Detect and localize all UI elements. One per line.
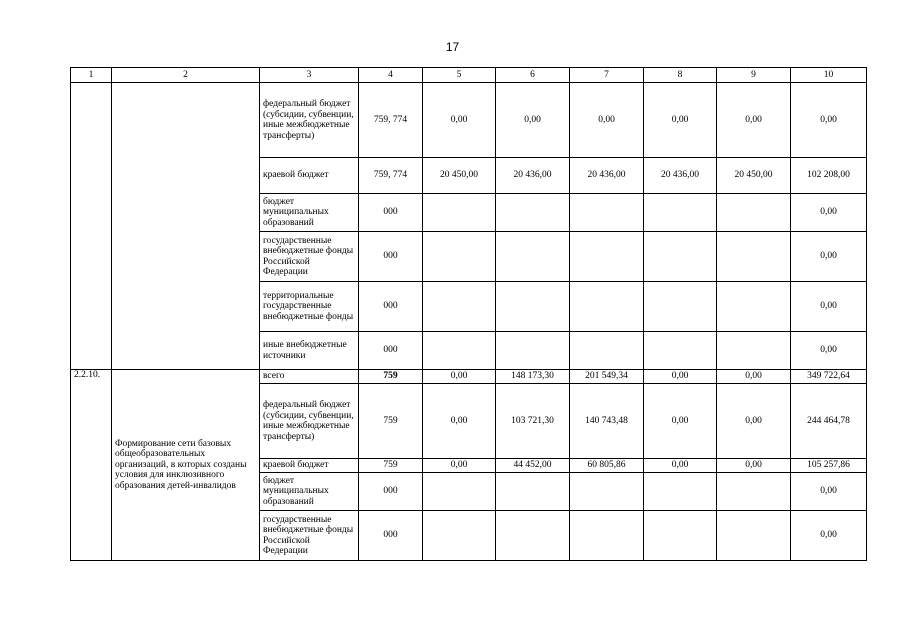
total-cell: 349 722,64 xyxy=(791,370,867,384)
value-cell: 0,00 xyxy=(423,384,496,459)
value-cell xyxy=(423,332,496,370)
funding-source-cell: краевой бюджет xyxy=(260,459,359,473)
item-number-cell xyxy=(71,83,112,370)
value-cell: 0,00 xyxy=(717,370,791,384)
total-cell: 102 208,00 xyxy=(791,158,867,194)
code-cell: 000 xyxy=(359,511,423,561)
value-cell: 103 721,30 xyxy=(496,384,570,459)
code-cell: 759 xyxy=(359,459,423,473)
value-cell xyxy=(423,282,496,332)
total-cell: 0,00 xyxy=(791,511,867,561)
value-cell: 0,00 xyxy=(570,83,644,158)
header-row xyxy=(71,68,867,83)
value-cell xyxy=(717,282,791,332)
value-cell: 140 743,48 xyxy=(570,384,644,459)
value-cell: 0,00 xyxy=(644,384,717,459)
column-header: 4 xyxy=(359,68,423,83)
value-cell: 0,00 xyxy=(644,83,717,158)
value-cell xyxy=(644,473,717,511)
budget-table xyxy=(70,67,867,561)
value-cell xyxy=(644,282,717,332)
value-cell xyxy=(423,194,496,232)
value-cell xyxy=(496,194,570,232)
table-row xyxy=(71,83,867,158)
total-cell: 0,00 xyxy=(791,194,867,232)
funding-source-cell: краевой бюджет xyxy=(260,158,359,194)
code-cell: 000 xyxy=(359,332,423,370)
value-cell xyxy=(717,332,791,370)
value-cell xyxy=(570,473,644,511)
value-cell xyxy=(570,232,644,282)
column-header: 5 xyxy=(423,68,496,83)
value-cell: 0,00 xyxy=(423,370,496,384)
value-cell xyxy=(423,232,496,282)
code-cell: 759 xyxy=(359,370,423,384)
column-header: 2 xyxy=(112,68,260,83)
value-cell: 0,00 xyxy=(717,459,791,473)
value-cell xyxy=(496,511,570,561)
value-cell xyxy=(496,232,570,282)
funding-source-cell: государственные внебюджетные фонды Российской Федерации xyxy=(260,511,359,561)
column-header: 10 xyxy=(791,68,867,83)
funding-source-cell: государственные внебюджетные фонды Российской Федерации xyxy=(260,232,359,282)
column-header: 3 xyxy=(260,68,359,83)
code-cell: 000 xyxy=(359,282,423,332)
column-header: 9 xyxy=(717,68,791,83)
code-cell: 759, 774 xyxy=(359,83,423,158)
value-cell xyxy=(644,511,717,561)
value-cell xyxy=(570,332,644,370)
value-cell xyxy=(423,511,496,561)
value-cell: 0,00 xyxy=(423,459,496,473)
funding-source-cell: иные внебюджетные источники xyxy=(260,332,359,370)
item-title-cell: Формирование сети базовых общеобразовательных организаций, в которых созданы условия для инклюзивного образования детей-инвалидов xyxy=(112,370,260,561)
value-cell: 0,00 xyxy=(717,83,791,158)
item-number-cell: 2.2.10. xyxy=(71,370,112,561)
value-cell: 20 450,00 xyxy=(717,158,791,194)
value-cell: 0,00 xyxy=(496,83,570,158)
value-cell xyxy=(570,511,644,561)
value-cell xyxy=(717,511,791,561)
value-cell: 20 450,00 xyxy=(423,158,496,194)
value-cell: 44 452,00 xyxy=(496,459,570,473)
funding-source-cell: всего xyxy=(260,370,359,384)
funding-source-cell: федеральный бюджет (субсидии, субвенции, иные межбюджетные трансферты) xyxy=(260,384,359,459)
value-cell: 60 805,86 xyxy=(570,459,644,473)
value-cell: 20 436,00 xyxy=(644,158,717,194)
total-cell: 0,00 xyxy=(791,473,867,511)
funding-source-cell: бюджет муниципальных образований xyxy=(260,473,359,511)
column-header: 6 xyxy=(496,68,570,83)
value-cell: 0,00 xyxy=(644,370,717,384)
value-cell: 0,00 xyxy=(717,384,791,459)
funding-source-cell: федеральный бюджет (субсидии, субвенции, иные межбюджетные трансферты) xyxy=(260,83,359,158)
value-cell xyxy=(717,232,791,282)
total-cell: 0,00 xyxy=(791,83,867,158)
value-cell: 201 549,34 xyxy=(570,370,644,384)
value-cell: 20 436,00 xyxy=(496,158,570,194)
column-header: 7 xyxy=(570,68,644,83)
page-number: 17 xyxy=(445,40,460,54)
total-cell: 0,00 xyxy=(791,332,867,370)
item-title-cell xyxy=(112,83,260,370)
total-cell: 244 464,78 xyxy=(791,384,867,459)
funding-source-cell: территориальные государственные внебюджетные фонды xyxy=(260,282,359,332)
column-header: 8 xyxy=(644,68,717,83)
column-header: 1 xyxy=(71,68,112,83)
value-cell xyxy=(570,282,644,332)
funding-source-cell: бюджет муниципальных образований xyxy=(260,194,359,232)
code-cell: 759 xyxy=(359,384,423,459)
table-row xyxy=(71,370,867,384)
value-cell xyxy=(644,194,717,232)
total-cell: 0,00 xyxy=(791,282,867,332)
value-cell xyxy=(496,332,570,370)
value-cell: 148 173,30 xyxy=(496,370,570,384)
value-cell xyxy=(717,194,791,232)
value-cell xyxy=(717,473,791,511)
value-cell: 20 436,00 xyxy=(570,158,644,194)
code-cell: 000 xyxy=(359,232,423,282)
code-cell: 000 xyxy=(359,473,423,511)
value-cell xyxy=(423,473,496,511)
value-cell xyxy=(496,473,570,511)
value-cell: 0,00 xyxy=(423,83,496,158)
value-cell xyxy=(644,332,717,370)
value-cell xyxy=(644,232,717,282)
total-cell: 0,00 xyxy=(791,232,867,282)
total-cell: 105 257,86 xyxy=(791,459,867,473)
code-cell: 000 xyxy=(359,194,423,232)
code-cell: 759, 774 xyxy=(359,158,423,194)
value-cell: 0,00 xyxy=(644,459,717,473)
value-cell xyxy=(496,282,570,332)
value-cell xyxy=(570,194,644,232)
